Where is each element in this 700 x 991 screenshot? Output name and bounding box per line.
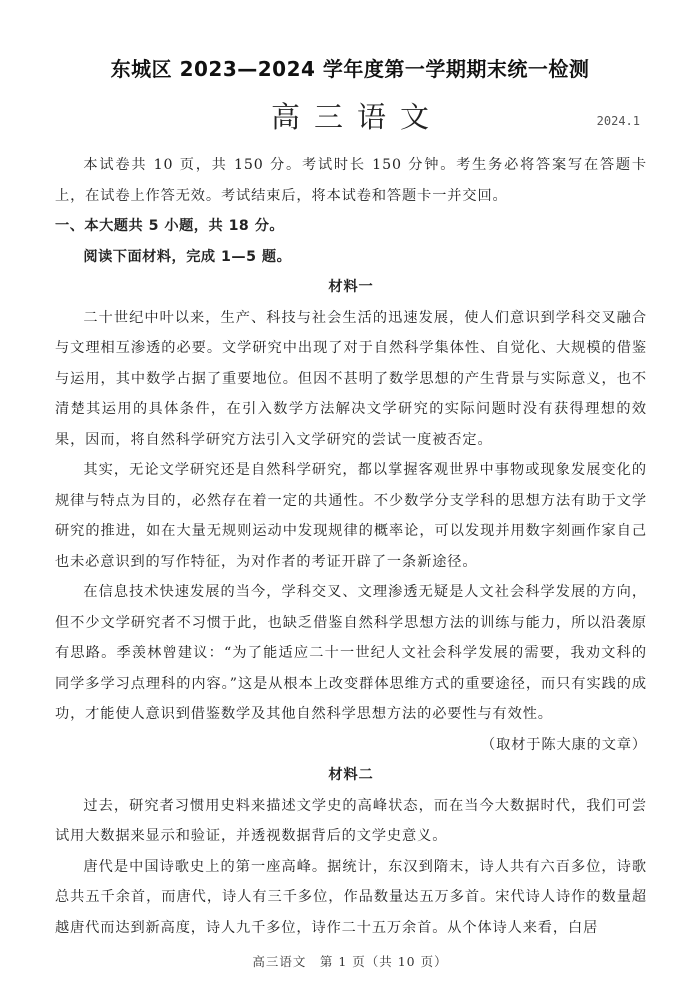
material-one-title: 材料一 <box>328 279 374 295</box>
body-block <box>55 150 647 943</box>
exam-date: 2024.1 <box>596 114 640 128</box>
material-one-source: （取材于陈大康的文章） <box>481 736 647 753</box>
material-two-title: 材料二 <box>328 767 374 783</box>
header-block <box>0 0 700 150</box>
instructions-paragraph: 本试卷共 10 页，共 150 分。考试时长 150 分钟。考生务必将答案写在答题卡上，在试卷上作答无效。考试结束后，将本试卷和答题卡一并交回。 <box>55 157 647 204</box>
reading-directive: 阅读下面材料，完成 1—5 题。 <box>83 248 292 265</box>
section-one-heading: 一、本大题共 5 小题，共 18 分。 <box>55 218 285 234</box>
material-one-paragraph: 二十世纪中叶以来，生产、科技与社会生活的迅速发展，使人们意识到学科交叉融合与文理相互渗透的必要。文学研究中出现了对于自然科学集体性、自觉化、大规模的借鉴与运用，其中数学占据了重要地位。但因不甚明了数学思想的产生背景与实际意义，也不清楚其运用的具体条件，在引入数学方法解决文学研究的实际问题时没有获得理想的效果，因而，将自然科学研究方法引入文学研究的尝试一度被否定。 <box>55 309 647 448</box>
material-two-paragraph: 唐代是中国诗歌史上的第一座高峰。据统计，东汉到隋末，诗人共有六百多位，诗歌总共五千余首，而唐代，诗人有三千多位，作品数量达五万多首。宋代诗人诗作的数量超越唐代而达到新高度，诗人九千多位，诗作二十五万余首。从个体诗人来看，白居 <box>55 858 647 936</box>
material-two-paragraph: 过去，研究者习惯用史料来描述文学史的高峰状态，而在当今大数据时代，我们可尝试用大数据来显示和验证，并透视数据背后的文学史意义。 <box>55 797 647 844</box>
material-one-paragraph: 其实，无论文学研究还是自然科学研究，都以掌握客观世界中事物或现象发展变化的规律与特点为目的，必然存在着一定的共通性。不少数学分支学科的思想方法有助于文学研究的推进，如在大量无规则运动中发现规律的概率论，可以发现并用数字刻画作家自己也未必意识到的写作特征，为对作者的考证开辟了一条新途径。 <box>55 462 647 570</box>
exam-title: 东城区 2023—2024 学年度第一学期期末统一检测 <box>110 57 590 81</box>
material-one-paragraph: 在信息技术快速发展的当今，学科交叉、文理渗透无疑是人文社会科学发展的方向，但不少文学研究者不习惯于此，也缺乏借鉴自然科学思想方法的训练与能力，所以沿袭原有思路。季羡林曾建议：“为了能适应二十一世纪人文社会科学发展的需要，我劝文科的同学多学习点理科的内容。”这是从根本上改变群体思维方式的重要途径，而只有实践的成功，才能使人意识到借鉴数学及其他自然科学思想方法的必要性与有效性。 <box>55 584 647 722</box>
page-footer: 高三语文 第 1 页（共 10 页） <box>252 954 448 969</box>
subject-title: 高三语文 <box>270 100 443 134</box>
